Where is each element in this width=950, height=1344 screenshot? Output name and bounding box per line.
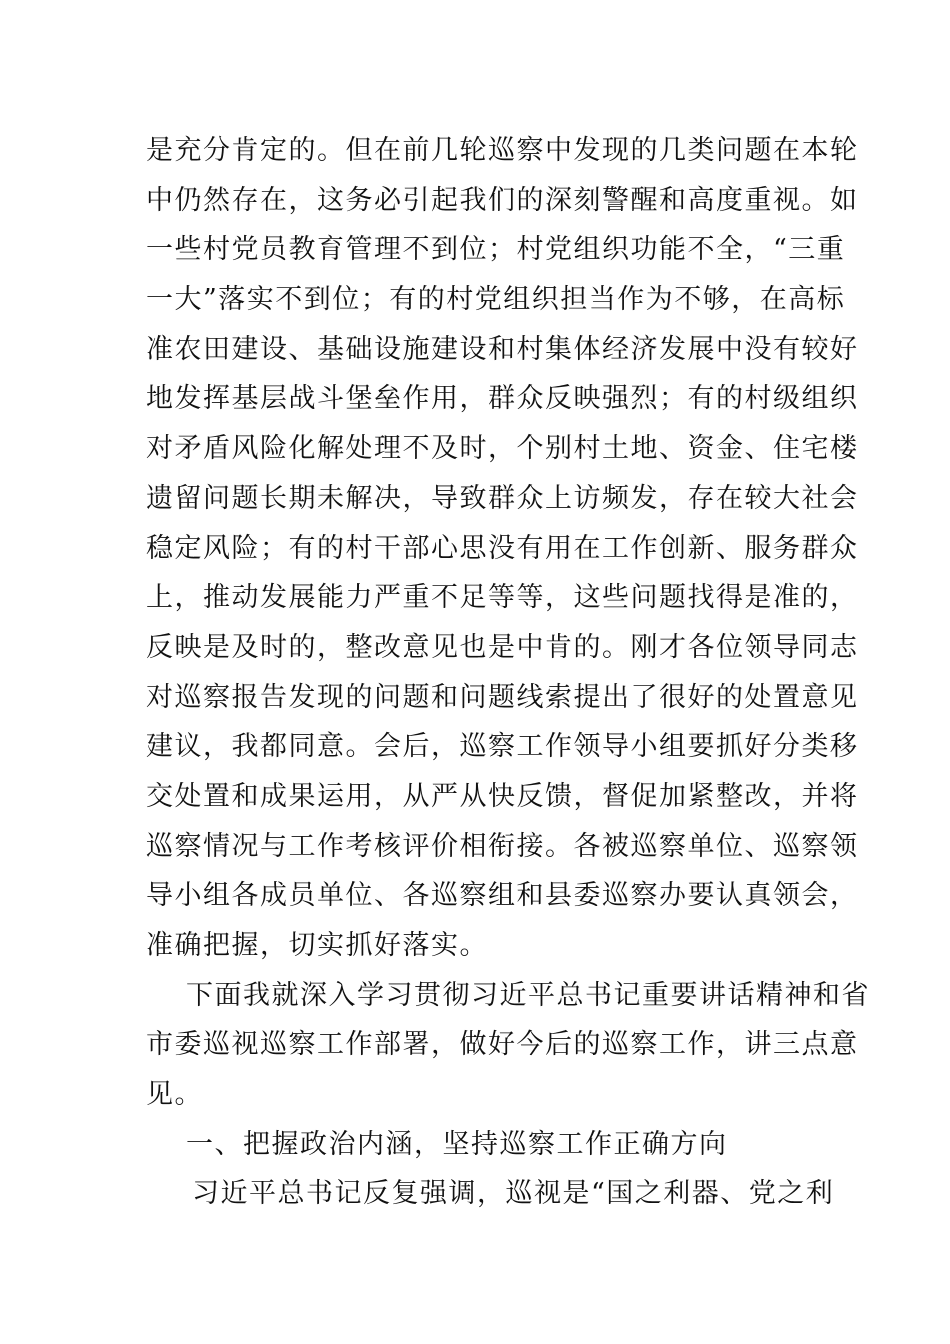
body-line: 一些村党员教育管理不到位；村党组织功能不全，“三重 [146, 234, 846, 266]
body-line: 准确把握，切实抓好落实。 [146, 930, 488, 961]
body-line: 是充分肯定的。但在前几轮巡察中发现的几类问题在本轮 [146, 135, 859, 166]
body-line: 市委巡视巡察工作部署，做好今后的巡察工作，讲三点意 [146, 1029, 859, 1061]
body-line: 见。 [146, 1079, 203, 1111]
document-body [146, 126, 870, 1219]
body-line: 准农田建设、基础设施建设和村集体经济发展中没有较好 [146, 333, 859, 365]
body-line: 中仍然存在，这务必引起我们的深刻警醒和高度重视。如 [146, 184, 859, 216]
body-line: 地发挥基层战斗堡垒作用，群众反映强烈；有的村级组织 [146, 383, 859, 415]
body-line: 对矛盾风险化解处理不及时，个别村土地、资金、住宅楼 [146, 433, 859, 465]
body-line: 上，推动发展能力严重不足等等，这些问题找得是准的， [146, 582, 859, 614]
body-line: 导小组各成员单位、各巡察组和县委巡察办要认真领会， [146, 880, 859, 912]
body-line: 一大”落实不到位；有的村党组织担当作为不够，在高标 [146, 284, 846, 316]
section-heading: 一、把握政治内涵，坚持巡察工作正确方向 [186, 1128, 728, 1160]
body-line: 遗留问题长期未解决，导致群众上访频发，存在较大社会 [146, 482, 859, 514]
body-line: 稳定风险；有的村干部心思没有用在工作创新、服务群众 [146, 532, 859, 564]
paragraph-start-line: 下面我就深入学习贯彻习近平总书记重要讲话精神和省 [186, 979, 870, 1011]
body-line: 交处置和成果运用，从严从快反馈，督促加紧整改，并将 [146, 780, 859, 812]
body-line: 反映是及时的，整改意见也是中肯的。刚才各位领导同志 [146, 631, 859, 663]
body-line: 巡察情况与工作考核评价相衔接。各被巡察单位、巡察领 [146, 830, 859, 862]
body-line: 对巡察报告发现的问题和问题线索提出了很好的处置意见 [146, 681, 859, 713]
paragraph-start-line: 习近平总书记反复强调，巡视是“国之利器、党之利 [192, 1178, 835, 1210]
body-line: 建议，我都同意。会后，巡察工作领导小组要抓好分类移 [146, 731, 859, 763]
